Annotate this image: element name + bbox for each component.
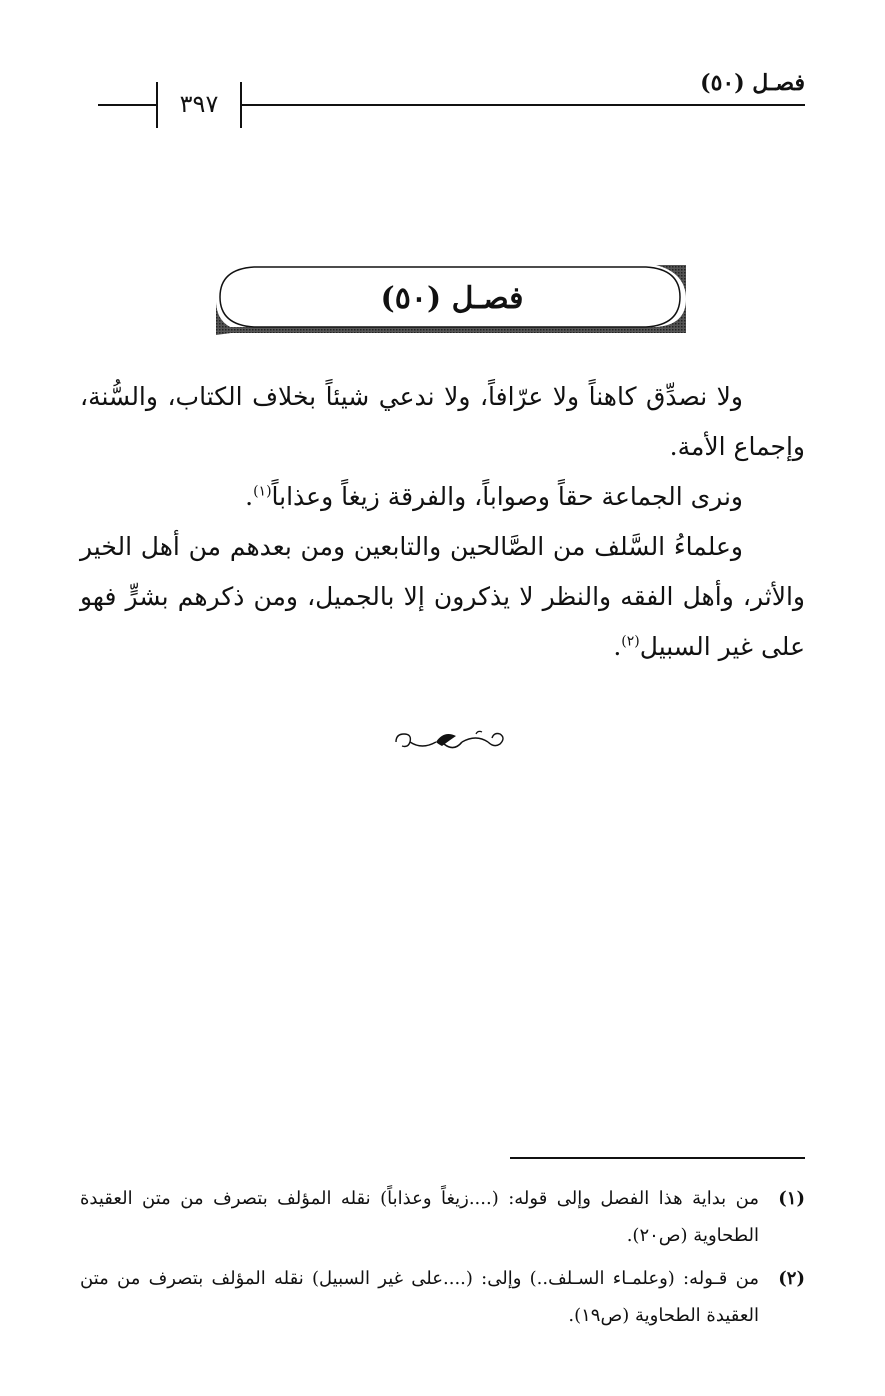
footnotes [80,1180,805,1340]
footnote-ref-1[interactable]: (١) [253,483,272,500]
chapter-banner [216,263,688,335]
paragraph-3 [80,522,805,672]
page-number: ٣٩٧ [156,82,242,128]
footnote-1 [80,1180,805,1254]
paragraph-2-end: . [245,482,254,511]
main-text [80,372,805,672]
paragraph-3-end: . [613,632,622,661]
paragraph-2-text: ونرى الجماعة حقاً وصواباً، والفرقة زيغاً وعذاباً [271,482,743,511]
running-header-title: فصـل (٥٠) [700,70,805,96]
footnote-text: من بداية هذا الفصل وإلى قوله: (....زيغاً وعذاباً) نقله المؤلف بتصرف من متن العقيدة الطحاوية (ص٢٠). [80,1188,759,1246]
footnote-number: (٢) [778,1268,805,1289]
paragraph-1: ولا نصدِّق كاهناً ولا عرّافاً، ولا ندعي شيئاً بخلاف الكتاب، والسُّنة، وإجماع الأمة. [80,382,805,461]
footnote-rule [510,1157,805,1159]
paragraph-3-text: وعلماءُ السَّلف من الصَّالحين والتابعين ومن بعدهم من أهل الخير والأثر، وأهل الفقه والنظر لا يذكرون إلا بالجميل، ومن ذكرهم بشرٍّ فهو على غير السبيل [80,532,805,661]
ornament-divider-icon [392,722,512,758]
footnote-2 [80,1260,805,1334]
footnote-number: (١) [778,1188,805,1209]
footnote-text: من قـوله: (وعلمـاء السـلف..) وإلى: (....على غير السبيل) نقله المؤلف بتصرف من متن العقيدة الطحاوية (ص١٩). [80,1268,759,1326]
chapter-title: فصـل (٥٠) [380,281,524,316]
footnote-ref-2[interactable]: (٢) [621,633,640,650]
paragraph-2 [80,472,805,522]
